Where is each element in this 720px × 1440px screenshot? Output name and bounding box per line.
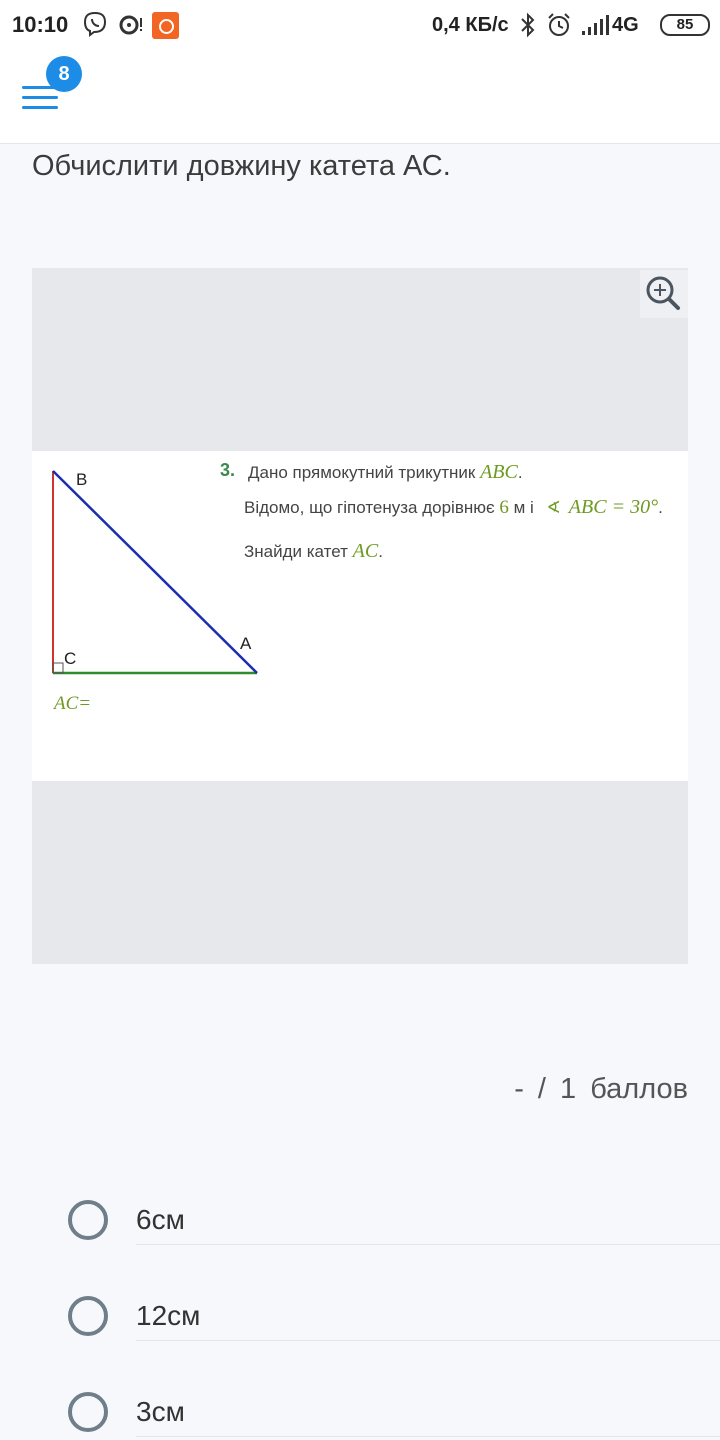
task-line-2 [244, 496, 663, 519]
app-notification-icon [152, 12, 179, 39]
notification-badge: 8 [46, 56, 82, 92]
answer-option[interactable] [0, 1200, 720, 1296]
task-line-2-math: ABC = 30° [568, 496, 659, 518]
task-line-2-unit: м і [508, 498, 539, 517]
task-number: 3. [220, 460, 236, 480]
hamburger-icon-bar [22, 106, 58, 109]
divider [136, 1244, 720, 1245]
radio-button[interactable] [68, 1392, 108, 1432]
question-title: Обчислити довжину катета АС. [32, 150, 451, 182]
task-line-1-math: ABC [480, 461, 518, 483]
vertex-a-label: A [240, 634, 252, 653]
signal-icon [580, 14, 610, 36]
status-time: 10:10 [12, 12, 69, 37]
divider [136, 1340, 720, 1341]
vertex-c-label: C [64, 649, 77, 668]
score-label: - / 1 баллов [514, 1073, 688, 1105]
network-type: 4G [612, 14, 639, 36]
task-line-3-text: Знайди катет [244, 542, 353, 561]
disc-icon [118, 14, 144, 36]
radio-button[interactable] [68, 1200, 108, 1240]
hypotenuse-ba [53, 471, 257, 673]
vertex-b-label: B [76, 470, 88, 489]
task-line-2-end: . [658, 498, 663, 517]
radio-button[interactable] [68, 1296, 108, 1336]
question-image-panel [32, 268, 688, 964]
answer-option[interactable] [0, 1392, 720, 1440]
task-line-1-text: Дано прямокутний трикутник [248, 463, 481, 482]
option-label[interactable]: 6см [136, 1204, 185, 1235]
network-speed: 0,4 КБ/с [432, 14, 509, 36]
divider [136, 1436, 720, 1437]
task-line-3-end: . [378, 542, 383, 561]
angle-symbol: ∢ [546, 498, 561, 517]
alarm-icon [546, 12, 572, 38]
right-angle-mark [53, 663, 63, 673]
task-line-2-value: 6 [499, 497, 509, 518]
hamburger-icon-bar [22, 96, 58, 99]
task-line-1 [248, 461, 523, 484]
app-header [0, 52, 720, 144]
task-line-3 [244, 540, 383, 563]
zoom-in-icon [640, 270, 688, 318]
zoom-button[interactable] [640, 270, 688, 318]
task-image [32, 451, 688, 781]
bluetooth-icon [518, 12, 538, 38]
option-label[interactable]: 3см [136, 1396, 185, 1427]
answer-prefix: AC= [54, 693, 92, 714]
battery-icon: 85 [660, 14, 710, 36]
task-line-2-text: Відомо, що гіпотенуза дорівнює [244, 498, 500, 517]
status-bar [0, 0, 720, 52]
task-line-1-end: . [517, 463, 523, 482]
answer-option[interactable] [0, 1296, 720, 1392]
task-line-3-math: AC [352, 540, 379, 562]
option-label[interactable]: 12см [136, 1300, 201, 1331]
viber-icon [82, 11, 108, 37]
